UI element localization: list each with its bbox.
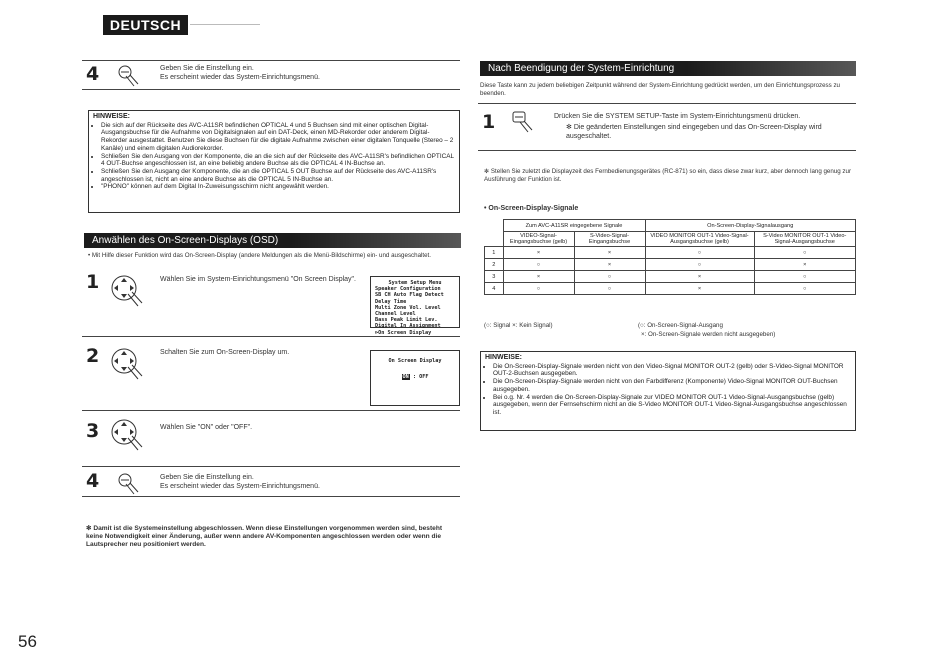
osd-display-screen xyxy=(370,350,460,406)
section-title: Anwählen des On-Screen-Displays (OSD) xyxy=(92,235,279,246)
screen-title: On Screen Display xyxy=(388,358,442,364)
step-number: 2 xyxy=(86,345,100,367)
language-tag: DEUTSCH xyxy=(103,15,188,35)
table-col-header: VIDEO MONITOR OUT-1 Video-Signal-Ausgangsbuchse (gelb) xyxy=(645,232,754,247)
menu-line: Digital In Assignment xyxy=(375,323,441,330)
final-note: ✻ Damit ist die Systemeinstellung abgeschlossen. Wenn diese Einstellungen vorgenommen werden sind, besteht keine Notwendigkeit einer Änderung, außer wenn andere AV-Komponenten angeschlossen werden oder wenn die Lautsprecher neu positioniert werden. xyxy=(86,525,443,548)
table-row: 4 ○ ○ × ○ xyxy=(485,283,856,295)
step-number: 1 xyxy=(86,271,100,293)
note-item: • Schließen Sie den Ausgang der Komponente, die an die OPTICAL 5 OUT Buchse auf der Rückseite des AVC-A11SR's angeschlossen ist, nicht an eine andere Buchse als die OPTICAL 5 IN-Buchse an. xyxy=(101,168,455,183)
section-header-end xyxy=(480,61,856,76)
legend-right: ×: On-Screen-Signale werden nicht ausgegeben) xyxy=(641,331,776,338)
menu-line: Multi Zone Vol. Level xyxy=(375,304,441,311)
table-row: 3 × ○ × ○ xyxy=(485,271,856,283)
table-row: 1 × × ○ ○ xyxy=(485,247,856,259)
menu-line: Delay Time xyxy=(375,298,407,305)
hand-press-icon xyxy=(506,108,540,136)
divider xyxy=(478,103,856,104)
divider xyxy=(82,466,460,467)
hand-press-icon xyxy=(112,470,146,498)
osd-menu-screen xyxy=(370,276,460,336)
step-text: Wählen Sie im System-Einrichtungsmenü "On Screen Display". xyxy=(160,276,356,283)
note-item: • Die On-Screen-Display-Signale werden nicht von den Video-Signal MONITOR OUT-2 (gelb) oder S-Video-Signal MONITOR OUT-2-Buchsen ausgegeben. xyxy=(493,363,851,378)
hinweise-box xyxy=(480,351,856,431)
cursor-pad-icon xyxy=(104,345,148,383)
step-number: 4 xyxy=(86,63,100,85)
cursor-pad-icon xyxy=(104,272,148,310)
step-text: Geben Sie die Einstellung ein. xyxy=(160,65,254,72)
menu-line: Bass Peak Limit Lev. xyxy=(375,317,438,324)
table-col-header: S-Video-Signal-Eingangsbuchse xyxy=(574,232,645,247)
divider xyxy=(82,336,460,337)
step-text: Drücken Sie die SYSTEM SETUP-Taste im System-Einrichtungsmenü drücken. xyxy=(554,113,801,120)
step-number: 3 xyxy=(86,420,100,442)
menu-line: System Setup Menu xyxy=(388,280,442,286)
note-item: • Schließen Sie den Ausgang von der Komponente, die an die sich auf der Rückseite des AVC-A11SR's befindlichen OPTICAL 4 OUT-Buchse angeschlossen ist, an eine beliebig andere Buchse als die OPTICAL 4 IN-Buchse an. xyxy=(101,153,455,168)
section-intro: Diese Taste kann zu jedem beliebigen Zeitpunkt während der System-Einrichtung gedrückt werden, um den Einrichtungsprozess zu beenden. xyxy=(480,82,840,97)
menu-line: SB CH Auto Flag Detect xyxy=(375,292,444,299)
screen-value: ON : OFF xyxy=(402,374,429,381)
divider xyxy=(82,89,460,90)
step-subtext: ✻ Die geänderten Einstellungen sind eingegeben und das On-Screen-Display wird ausgeschaltet. xyxy=(566,124,822,140)
legend-left: (○: Signal ×: Kein Signal) xyxy=(484,322,553,329)
note-item: • Die sich auf der Rückseite des AVC-A11SR befindlichen OPTICAL 4 und 5 Buchsen sind mit einer optischen Digital-Ausgangsbuchse für die Aufnahme von Digitalsignalen auf ein DAT-Deck, einen MD-Rekorder oder anderem Digital-Rekorder ausgestattet. Benutzen Sie diese Buchsen für die digitale Aufnahme zwischen einer digitalen Tonquelle (Stereo – 2 Kanäle) und einem digitalen Audiorekorder. xyxy=(101,122,455,153)
step-number: 1 xyxy=(482,111,496,133)
tag-fade-line xyxy=(190,24,260,25)
table-col-header: VIDEO-Signal-Eingangsbuchse (gelb) xyxy=(503,232,574,247)
table-group-header: Zum AVC-A11SR eingegebene Signale xyxy=(503,220,645,232)
legend-right: (○: On-Screen-Signal-Ausgang xyxy=(638,322,723,329)
note-item: • Bei o.g. Nr. 4 werden die On-Screen-Display-Signale zur VIDEO MONITOR OUT-1 Video-Signal-Ausgangsbuchse (gelb) ausgegeben, wenn der Fernsehschirm nicht an die S-Video MONITOR OUT-1 Video-Signal-Ausgangsbuchse angeschlossen ist. xyxy=(493,394,851,417)
menu-line: Speaker Configuration xyxy=(375,286,441,293)
step-text: Es erscheint wieder das System-Einrichtungsmenü. xyxy=(160,74,320,81)
divider xyxy=(82,60,460,61)
table-title: • On-Screen-Display-Signale xyxy=(484,205,579,212)
hinweise-title: HINWEISE: xyxy=(93,113,130,120)
divider xyxy=(82,410,460,411)
divider xyxy=(478,150,856,151)
table-group-header: On-Screen-Display-Signalausgang xyxy=(645,220,856,232)
step-text: Wählen Sie "ON" oder "OFF". xyxy=(160,424,253,431)
remark: ✻ Stellen Sie zuletzt die Displayzeit des Fernbedienungsgerätes (RC-871) so ein, dass diese zwar kurz, aber dennoch lang genug zur Ausführung der Funktion ist. xyxy=(484,168,852,183)
table-col-header: S-Video MONITOR OUT-1 Video-Signal-Ausgangsbuchse xyxy=(754,232,856,247)
table-row: 2 ○ × ○ × xyxy=(485,259,856,271)
step-text: Es erscheint wieder das System-Einrichtungsmenü. xyxy=(160,483,320,490)
section-title: Nach Beendigung der System-Einrichtung xyxy=(488,63,675,74)
signal-table xyxy=(484,219,856,295)
step-text: Geben Sie die Einstellung ein. xyxy=(160,474,254,481)
note-item: • Die On-Screen-Display-Signale werden nicht von den Farbdifferenz (Komponente) Video-Signal MONITOR OUT-Buchsen ausgegeben. xyxy=(493,378,851,393)
step-number: 4 xyxy=(86,470,100,492)
step-text: Schalten Sie zum On-Screen-Display um. xyxy=(160,349,290,356)
menu-line: Channel Level xyxy=(375,311,416,318)
note-item: • "PHONO" können auf dem Digital In-Zuweisungsschirm nicht angewählt werden. xyxy=(101,183,455,191)
hinweise-box xyxy=(88,110,460,213)
section-intro: • Mit Hilfe dieser Funktion wird das On-Screen-Display (andere Meldungen als die Menü-Bildschirme) ein- und ausgeschaltet. xyxy=(88,252,431,259)
menu-line: ⊳On Screen Display xyxy=(375,329,432,336)
divider xyxy=(82,496,460,497)
hinweise-title: HINWEISE: xyxy=(485,354,522,361)
hand-press-icon xyxy=(112,62,146,90)
section-header-osd xyxy=(84,233,461,248)
page-number: 56 xyxy=(18,632,37,651)
cursor-pad-icon xyxy=(104,416,148,454)
